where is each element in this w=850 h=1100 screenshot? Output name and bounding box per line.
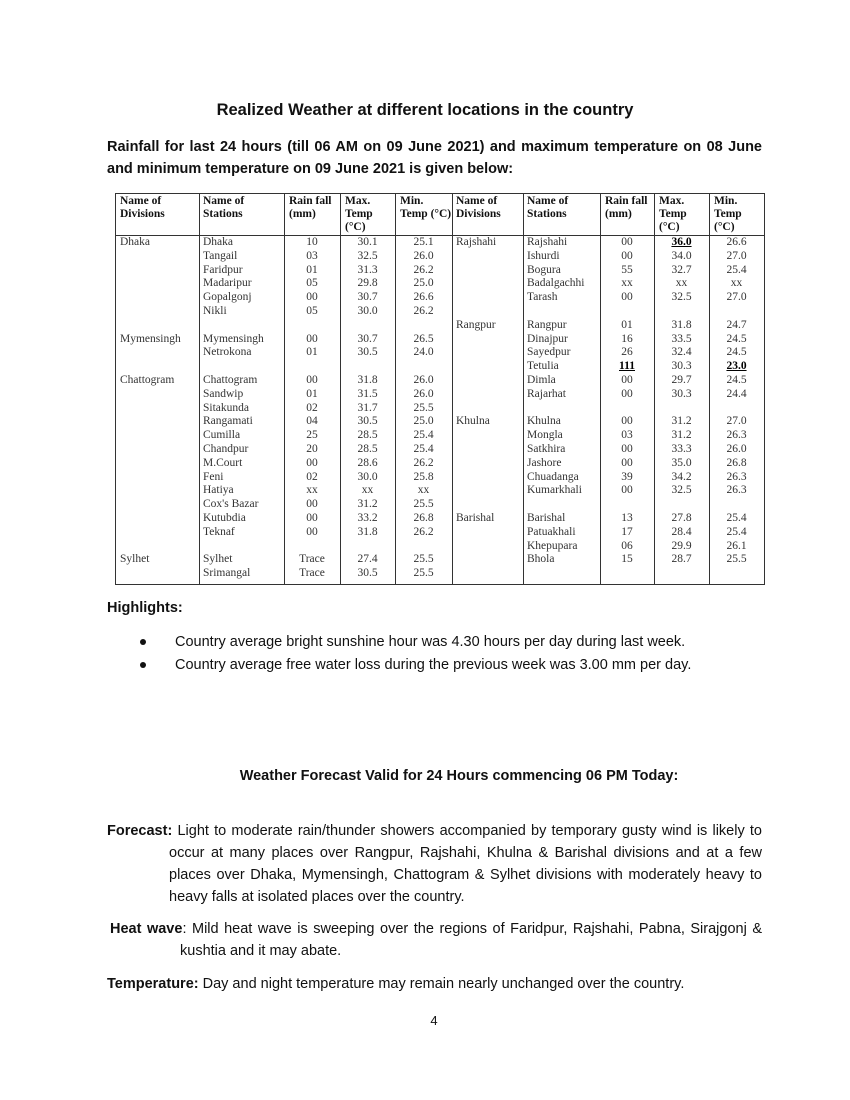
- forecast-text: Light to moderate rain/thunder showers accompanied by temporary gusty wind is likely to occur at many places over Rangpur, Rajshahi, Khulna & Barishal divisions and at a few places over Dhaka, Mymensingh, Chattogram & Sylhet divisions with moderately heavy to heavy falls at isolated places over the country.: [169, 823, 762, 905]
- right-cell-division: Barishal: [456, 512, 495, 524]
- left-header-rainfall: Rain fall (mm): [289, 195, 332, 220]
- left-cell-station: Sandwip: [203, 387, 244, 400]
- highlight-text: Country average bright sunshine hour was 4.30 hours per day during last week.: [175, 634, 686, 650]
- left-header-min-temp: Min. Temp (°C): [400, 195, 452, 220]
- right-cell-station: Badalgachhi: [527, 277, 585, 290]
- right-cell-min-temp: 26.1: [726, 539, 747, 552]
- right-cell-max-temp: 32.4: [671, 346, 692, 359]
- left-cell-station: Sitakunda: [203, 401, 249, 414]
- left-cell-station: Madaripur: [203, 277, 252, 290]
- left-cell-division: Mymensingh: [120, 332, 181, 345]
- right-cell-max-temp: 29.9: [671, 539, 692, 552]
- left-cell-min-temp: 26.0: [413, 374, 434, 386]
- left-cell-min-temp: 24.0: [413, 346, 434, 359]
- left-cell-min-temp: 26.6: [413, 291, 434, 304]
- right-cell-max-temp: 27.8: [671, 512, 692, 524]
- right-cell-rainfall: 00: [621, 415, 633, 428]
- right-cell-station: Tetulia: [527, 360, 559, 373]
- temperature-paragraph: [107, 973, 767, 995]
- left-cell-max-temp: 28.6: [357, 456, 378, 469]
- right-cell-max-temp: 28.7: [671, 553, 692, 566]
- left-cell-rainfall: 10: [306, 236, 318, 248]
- right-cell-division: Khulna: [456, 415, 490, 428]
- right-cell-max-temp: 31.2: [671, 415, 692, 428]
- left-cell-station: M.Court: [203, 456, 243, 469]
- left-cell-max-temp: 30.0: [357, 470, 378, 483]
- left-cell-rainfall: 00: [306, 498, 318, 511]
- left-header-station: Name of Stations: [203, 195, 245, 220]
- left-cell-station: Tangail: [203, 249, 238, 262]
- temperature-label: Temperature:: [107, 976, 199, 992]
- left-cell-max-temp: 31.8: [357, 374, 378, 386]
- right-cell-min-temp: 25.5: [726, 553, 747, 566]
- intro-text: Rainfall for last 24 hours (till 06 AM on 09 June 2021) and maximum temperature on 08 June and minimum temperature on 09 June 2021 is given below:: [107, 139, 762, 177]
- left-cell-min-temp: 26.8: [413, 512, 434, 524]
- left-cell-max-temp: 31.5: [357, 387, 378, 400]
- left-cell-station: Netrokona: [203, 346, 252, 359]
- right-cell-rainfall: 01: [621, 318, 633, 331]
- right-cell-min-temp: 27.0: [726, 415, 747, 428]
- right-cell-station: Bogura: [527, 263, 561, 276]
- left-cell-min-temp: 25.5: [413, 498, 434, 511]
- left-cell-max-temp: 30.0: [357, 305, 378, 317]
- right-cell-rainfall: 00: [621, 484, 633, 497]
- right-cell-station: Rajshahi: [527, 236, 568, 248]
- right-cell-min-temp: 23.0: [726, 360, 747, 373]
- right-cell-station: Sayedpur: [527, 346, 571, 359]
- right-cell-max-temp: 34.2: [671, 470, 692, 483]
- right-cell-station: Dinajpur: [527, 332, 568, 345]
- right-cell-division: Rangpur: [456, 318, 496, 331]
- right-cell-min-temp: xx: [730, 277, 743, 290]
- left-cell-min-temp: 25.5: [413, 401, 434, 414]
- left-cell-station: Dhaka: [203, 236, 234, 248]
- page-title: Realized Weather at different locations in the country: [216, 101, 634, 119]
- left-cell-rainfall: 00: [306, 332, 318, 345]
- right-cell-rainfall: 39: [621, 470, 633, 483]
- left-cell-min-temp: 26.0: [413, 387, 434, 400]
- right-cell-min-temp: 24.5: [726, 374, 747, 386]
- forecast-label: Forecast:: [107, 823, 173, 839]
- right-cell-station: Patuakhali: [527, 525, 576, 538]
- right-cell-min-temp: 26.3: [726, 484, 747, 497]
- heat-wave-text: : Mild heat wave is sweeping over the regions of Faridpur, Rajshahi, Pabna, Sirajgonj & kushtia and it may abate.: [180, 921, 762, 959]
- left-cell-max-temp: 33.2: [357, 512, 378, 524]
- column-divider: [199, 194, 200, 584]
- right-cell-rainfall: 00: [621, 374, 633, 386]
- left-cell-max-temp: xx: [361, 484, 374, 497]
- left-cell-station: Chattogram: [203, 374, 258, 386]
- right-cell-rainfall: 16: [621, 332, 633, 345]
- right-cell-min-temp: 24.7: [726, 318, 747, 331]
- right-cell-min-temp: 25.4: [726, 263, 747, 276]
- left-cell-rainfall: 03: [306, 249, 318, 262]
- left-header-max-temp: Max. Temp (°C): [345, 195, 373, 233]
- right-header-max-temp: Max. Temp (°C): [659, 195, 687, 233]
- right-cell-station: Barishal: [527, 512, 566, 524]
- highlight-text: Country average free water loss during the previous week was 3.00 mm per day.: [175, 657, 692, 673]
- right-cell-rainfall: 00: [621, 387, 633, 400]
- left-cell-station: Srimangal: [203, 567, 251, 580]
- left-cell-rainfall: 00: [306, 456, 318, 469]
- left-cell-max-temp: 30.5: [357, 415, 378, 428]
- right-cell-rainfall: 00: [621, 236, 633, 248]
- left-cell-min-temp: 26.2: [413, 305, 434, 317]
- left-cell-division: Chattogram: [120, 374, 175, 386]
- left-cell-min-temp: 25.0: [413, 277, 434, 290]
- left-cell-station: Faridpur: [203, 263, 243, 276]
- bullet-icon: [140, 639, 146, 645]
- left-cell-max-temp: 29.8: [357, 277, 378, 290]
- right-cell-max-temp: 29.7: [671, 374, 692, 386]
- right-cell-min-temp: 26.3: [726, 429, 747, 442]
- right-cell-max-temp: 35.0: [671, 456, 692, 469]
- left-cell-min-temp: 26.0: [413, 249, 434, 262]
- left-cell-rainfall: 20: [306, 443, 318, 455]
- left-cell-station: Gopalgonj: [203, 291, 252, 304]
- left-cell-rainfall: 05: [306, 277, 318, 290]
- bullet-icon: [140, 662, 146, 668]
- left-cell-station: Sylhet: [203, 553, 233, 566]
- forecast-paragraph: [107, 820, 762, 908]
- right-cell-min-temp: 25.4: [726, 525, 747, 538]
- right-cell-station: Ishurdi: [527, 249, 560, 262]
- right-cell-station: Dimla: [527, 374, 556, 386]
- left-cell-rainfall: Trace: [299, 567, 325, 580]
- right-cell-station: Bhola: [527, 553, 555, 566]
- right-cell-rainfall: 15: [621, 553, 633, 566]
- left-cell-rainfall: 25: [306, 429, 318, 442]
- right-header-min-temp: Min. Temp (°C): [714, 195, 742, 233]
- left-cell-min-temp: 25.5: [413, 567, 434, 580]
- right-header-station: Name of Stations: [527, 195, 569, 220]
- right-cell-rainfall: 13: [621, 512, 633, 524]
- right-cell-station: Mongla: [527, 429, 563, 442]
- right-cell-min-temp: 27.0: [726, 291, 747, 304]
- left-cell-rainfall: Trace: [299, 553, 325, 566]
- left-cell-rainfall: 01: [306, 346, 318, 359]
- left-cell-min-temp: 25.0: [413, 415, 434, 428]
- left-cell-rainfall: 00: [306, 525, 318, 538]
- right-cell-station: Kumarkhali: [527, 484, 582, 497]
- right-cell-station: Jashore: [527, 456, 562, 469]
- left-cell-min-temp: 25.4: [413, 429, 434, 442]
- right-cell-station: Khulna: [527, 415, 561, 428]
- left-cell-max-temp: 30.5: [357, 346, 378, 359]
- left-cell-min-temp: xx: [417, 484, 430, 497]
- right-cell-rainfall: 00: [621, 456, 633, 469]
- left-cell-rainfall: 05: [306, 305, 318, 317]
- left-cell-max-temp: 31.2: [357, 498, 378, 511]
- left-cell-max-temp: 31.7: [357, 401, 378, 414]
- left-cell-rainfall: 01: [306, 263, 318, 276]
- right-cell-min-temp: 26.3: [726, 470, 747, 483]
- right-cell-max-temp: 34.0: [671, 249, 692, 262]
- right-cell-rainfall: 00: [621, 249, 633, 262]
- left-cell-rainfall: 00: [306, 374, 318, 386]
- left-cell-division: Sylhet: [120, 553, 150, 566]
- column-divider: [452, 194, 453, 584]
- left-header-division: Name of Divisions: [120, 195, 165, 220]
- highlights-title: Highlights:: [107, 600, 183, 616]
- right-cell-max-temp: 31.2: [671, 429, 692, 442]
- right-cell-station: Satkhira: [527, 443, 566, 455]
- temperature-text: Day and night temperature may remain nearly unchanged over the country.: [198, 976, 685, 992]
- left-cell-min-temp: 25.8: [413, 470, 434, 483]
- left-cell-station: Rangamati: [203, 415, 253, 428]
- right-cell-rainfall: 17: [621, 525, 633, 538]
- right-cell-station: Tarash: [527, 291, 558, 304]
- right-cell-max-temp: 30.3: [671, 360, 692, 373]
- left-cell-rainfall: xx: [306, 484, 318, 497]
- right-cell-max-temp: 33.5: [671, 332, 692, 345]
- right-cell-min-temp: 24.5: [726, 332, 747, 345]
- right-cell-min-temp: 24.4: [726, 387, 747, 400]
- left-cell-max-temp: 28.5: [357, 443, 378, 455]
- left-cell-station: Cumilla: [203, 429, 241, 442]
- right-cell-min-temp: 26.8: [726, 456, 747, 469]
- left-cell-max-temp: 30.5: [357, 567, 378, 580]
- right-cell-min-temp: 26.0: [726, 443, 747, 455]
- right-cell-rainfall: 111: [619, 360, 635, 373]
- right-cell-max-temp: 31.8: [671, 318, 692, 331]
- right-cell-min-temp: 26.6: [726, 236, 747, 248]
- right-cell-max-temp: 32.5: [671, 291, 692, 304]
- left-cell-min-temp: 25.5: [413, 553, 434, 566]
- right-cell-rainfall: xx: [621, 277, 633, 290]
- left-cell-station: Chandpur: [203, 443, 249, 455]
- right-cell-station: Chuadanga: [527, 470, 579, 483]
- left-cell-min-temp: 26.2: [413, 525, 434, 538]
- left-cell-division: Dhaka: [120, 236, 151, 248]
- left-cell-max-temp: 27.4: [357, 553, 378, 566]
- right-cell-max-temp: 30.3: [671, 387, 692, 400]
- left-cell-station: Nikli: [203, 305, 227, 317]
- forecast-title: Weather Forecast Valid for 24 Hours commencing 06 PM Today:: [239, 768, 679, 784]
- left-cell-min-temp: 26.2: [413, 263, 434, 276]
- left-cell-rainfall: 02: [306, 401, 318, 414]
- left-cell-station: Feni: [203, 470, 224, 483]
- left-cell-min-temp: 26.5: [413, 332, 434, 345]
- left-cell-max-temp: 30.1: [357, 236, 378, 248]
- left-cell-max-temp: 32.5: [357, 249, 378, 262]
- right-header-division: Name of Divisions: [456, 195, 501, 220]
- left-cell-max-temp: 30.7: [357, 291, 378, 304]
- right-cell-station: Khepupara: [527, 539, 578, 552]
- right-cell-min-temp: 27.0: [726, 249, 747, 262]
- left-cell-station: Teknaf: [203, 525, 235, 538]
- heat-wave-label: Heat wave: [110, 921, 183, 937]
- left-cell-rainfall: 02: [306, 470, 318, 483]
- right-cell-station: Rajarhat: [527, 387, 566, 400]
- left-cell-rainfall: 04: [306, 415, 318, 428]
- right-cell-rainfall: 03: [621, 429, 633, 442]
- left-cell-min-temp: 25.1: [413, 236, 434, 248]
- column-divider: [523, 194, 524, 584]
- page-number: 4: [430, 1013, 438, 1028]
- right-cell-max-temp: xx: [675, 277, 688, 290]
- right-cell-rainfall: 26: [621, 346, 633, 359]
- left-cell-station: Kutubdia: [203, 512, 246, 524]
- left-cell-rainfall: 00: [306, 512, 318, 524]
- right-cell-min-temp: 24.5: [726, 346, 747, 359]
- right-cell-max-temp: 33.3: [671, 443, 692, 455]
- left-cell-min-temp: 26.2: [413, 456, 434, 469]
- heat-wave-paragraph: [110, 918, 762, 962]
- left-cell-rainfall: 01: [306, 387, 318, 400]
- right-cell-max-temp: 32.7: [671, 263, 692, 276]
- left-cell-station: Hatiya: [203, 484, 234, 497]
- left-cell-max-temp: 28.5: [357, 429, 378, 442]
- right-cell-max-temp: 28.4: [671, 525, 692, 538]
- left-cell-station: Cox's Bazar: [203, 498, 259, 511]
- left-cell-max-temp: 31.3: [357, 263, 378, 276]
- right-header-rainfall: Rain fall (mm): [605, 195, 648, 220]
- right-cell-max-temp: 32.5: [671, 484, 692, 497]
- right-cell-rainfall: 00: [621, 291, 633, 304]
- left-cell-station: Mymensingh: [203, 332, 264, 345]
- right-cell-rainfall: 55: [621, 263, 633, 276]
- right-cell-division: Rajshahi: [456, 236, 497, 248]
- right-cell-max-temp: 36.0: [671, 236, 692, 248]
- left-cell-max-temp: 31.8: [357, 525, 378, 538]
- weather-table: [115, 193, 765, 585]
- right-cell-rainfall: 06: [621, 539, 633, 552]
- left-cell-min-temp: 25.4: [413, 443, 434, 455]
- left-cell-rainfall: 00: [306, 291, 318, 304]
- right-cell-station: Rangpur: [527, 318, 567, 331]
- left-cell-max-temp: 30.7: [357, 332, 378, 345]
- right-cell-min-temp: 25.4: [726, 512, 747, 524]
- right-cell-rainfall: 00: [621, 443, 633, 455]
